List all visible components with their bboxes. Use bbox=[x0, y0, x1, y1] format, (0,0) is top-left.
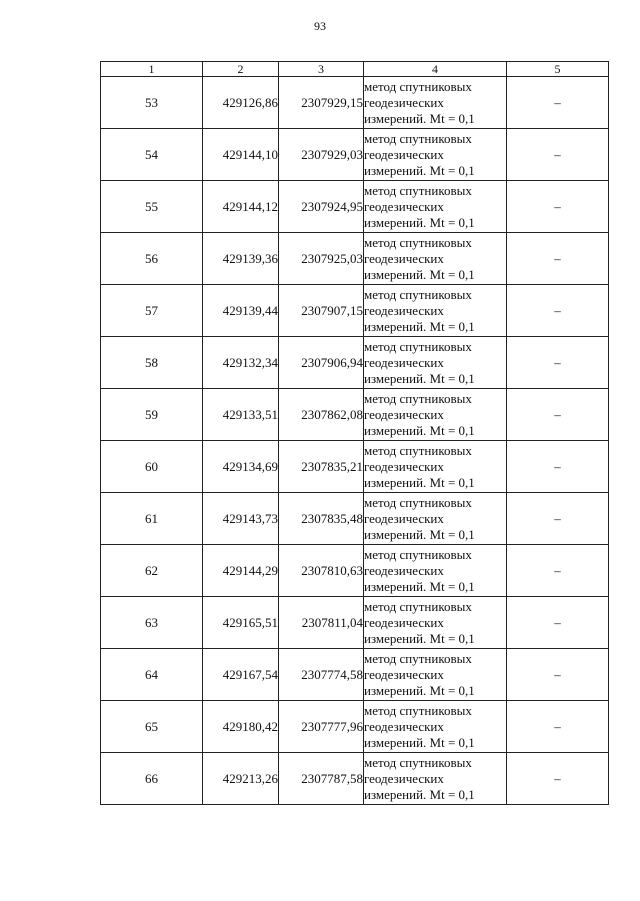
y-coordinate-cell: 2307787,58 bbox=[279, 753, 364, 805]
table-body bbox=[101, 77, 609, 805]
x-coordinate-cell: 429139,36 bbox=[203, 233, 279, 285]
table-row bbox=[101, 701, 609, 753]
column-header: 3 bbox=[279, 62, 364, 77]
method-line: геодезических bbox=[364, 666, 444, 682]
method-line: метод спутниковых bbox=[364, 390, 472, 406]
table-row bbox=[101, 285, 609, 337]
method-line: измерений. Mt = 0,1 bbox=[364, 214, 475, 230]
method-line: измерений. Mt = 0,1 bbox=[364, 630, 475, 646]
method-line: измерений. Mt = 0,1 bbox=[364, 474, 475, 490]
point-number-cell: 63 bbox=[101, 597, 203, 649]
page-number: 93 bbox=[314, 19, 326, 33]
method-line: метод спутниковых bbox=[364, 78, 472, 94]
point-number-cell: 57 bbox=[101, 285, 203, 337]
table-row bbox=[101, 389, 609, 441]
method-line: измерений. Mt = 0,1 bbox=[364, 786, 475, 802]
method-cell bbox=[364, 701, 507, 753]
table-row bbox=[101, 233, 609, 285]
x-coordinate-cell: 429132,34 bbox=[203, 337, 279, 389]
note-cell: – bbox=[507, 441, 609, 493]
note-cell: – bbox=[507, 545, 609, 597]
point-number-cell: 61 bbox=[101, 493, 203, 545]
y-coordinate-cell: 2307906,94 bbox=[279, 337, 364, 389]
y-coordinate-cell: 2307862,08 bbox=[279, 389, 364, 441]
method-cell bbox=[364, 285, 507, 337]
method-line: измерений. Mt = 0,1 bbox=[364, 162, 475, 178]
note-cell: – bbox=[507, 597, 609, 649]
method-line: геодезических bbox=[364, 94, 444, 110]
point-number-cell: 60 bbox=[101, 441, 203, 493]
note-cell: – bbox=[507, 129, 609, 181]
table-row bbox=[101, 181, 609, 233]
table-row bbox=[101, 129, 609, 181]
table-row bbox=[101, 649, 609, 701]
x-coordinate-cell: 429144,29 bbox=[203, 545, 279, 597]
point-number-cell: 59 bbox=[101, 389, 203, 441]
table-row bbox=[101, 493, 609, 545]
table-row bbox=[101, 337, 609, 389]
method-line: метод спутниковых bbox=[364, 182, 472, 198]
note-cell: – bbox=[507, 181, 609, 233]
note-cell: – bbox=[507, 285, 609, 337]
method-cell bbox=[364, 181, 507, 233]
method-line: метод спутниковых bbox=[364, 130, 472, 146]
y-coordinate-cell: 2307810,63 bbox=[279, 545, 364, 597]
y-coordinate-cell: 2307774,58 bbox=[279, 649, 364, 701]
method-line: геодезических bbox=[364, 198, 444, 214]
y-coordinate-cell: 2307929,15 bbox=[279, 77, 364, 129]
x-coordinate-cell: 429144,10 bbox=[203, 129, 279, 181]
y-coordinate-cell: 2307929,03 bbox=[279, 129, 364, 181]
note-cell: – bbox=[507, 77, 609, 129]
table-row bbox=[101, 545, 609, 597]
method-line: измерений. Mt = 0,1 bbox=[364, 734, 475, 750]
method-line: геодезических bbox=[364, 406, 444, 422]
point-number-cell: 66 bbox=[101, 753, 203, 805]
x-coordinate-cell: 429133,51 bbox=[203, 389, 279, 441]
table-row bbox=[101, 753, 609, 805]
column-header: 2 bbox=[203, 62, 279, 77]
note-cell: – bbox=[507, 233, 609, 285]
note-cell: – bbox=[507, 753, 609, 805]
method-line: геодезических bbox=[364, 614, 444, 630]
method-line: измерений. Mt = 0,1 bbox=[364, 110, 475, 126]
column-header: 5 bbox=[507, 62, 609, 77]
x-coordinate-cell: 429143,73 bbox=[203, 493, 279, 545]
x-coordinate-cell: 429144,12 bbox=[203, 181, 279, 233]
method-cell bbox=[364, 597, 507, 649]
method-line: метод спутниковых bbox=[364, 546, 472, 562]
method-cell bbox=[364, 545, 507, 597]
point-number-cell: 64 bbox=[101, 649, 203, 701]
method-line: геодезических bbox=[364, 562, 444, 578]
method-line: измерений. Mt = 0,1 bbox=[364, 526, 475, 542]
x-coordinate-cell: 429134,69 bbox=[203, 441, 279, 493]
point-number-cell: 53 bbox=[101, 77, 203, 129]
y-coordinate-cell: 2307835,48 bbox=[279, 493, 364, 545]
column-header: 4 bbox=[364, 62, 507, 77]
method-line: метод спутниковых bbox=[364, 494, 472, 510]
note-cell: – bbox=[507, 337, 609, 389]
table-header-row bbox=[101, 62, 609, 77]
x-coordinate-cell: 429213,26 bbox=[203, 753, 279, 805]
method-cell bbox=[364, 649, 507, 701]
method-line: измерений. Mt = 0,1 bbox=[364, 318, 475, 334]
y-coordinate-cell: 2307925,03 bbox=[279, 233, 364, 285]
y-coordinate-cell: 2307811,04 bbox=[279, 597, 364, 649]
method-line: измерений. Mt = 0,1 bbox=[364, 578, 475, 594]
y-coordinate-cell: 2307924,95 bbox=[279, 181, 364, 233]
note-cell: – bbox=[507, 493, 609, 545]
method-cell bbox=[364, 77, 507, 129]
method-line: геодезических bbox=[364, 770, 444, 786]
table-row bbox=[101, 597, 609, 649]
method-line: измерений. Mt = 0,1 bbox=[364, 682, 475, 698]
note-cell: – bbox=[507, 649, 609, 701]
x-coordinate-cell: 429167,54 bbox=[203, 649, 279, 701]
method-line: метод спутниковых bbox=[364, 234, 472, 250]
point-number-cell: 55 bbox=[101, 181, 203, 233]
method-line: геодезических bbox=[364, 250, 444, 266]
method-cell bbox=[364, 233, 507, 285]
note-cell: – bbox=[507, 389, 609, 441]
point-number-cell: 58 bbox=[101, 337, 203, 389]
method-line: измерений. Mt = 0,1 bbox=[364, 370, 475, 386]
x-coordinate-cell: 429126,86 bbox=[203, 77, 279, 129]
method-line: метод спутниковых bbox=[364, 650, 472, 666]
y-coordinate-cell: 2307907,15 bbox=[279, 285, 364, 337]
coordinates-table bbox=[100, 61, 609, 805]
method-cell bbox=[364, 389, 507, 441]
point-number-cell: 56 bbox=[101, 233, 203, 285]
method-line: метод спутниковых bbox=[364, 338, 472, 354]
x-coordinate-cell: 429165,51 bbox=[203, 597, 279, 649]
method-cell bbox=[364, 441, 507, 493]
x-coordinate-cell: 429139,44 bbox=[203, 285, 279, 337]
method-line: метод спутниковых bbox=[364, 598, 472, 614]
method-line: геодезических bbox=[364, 510, 444, 526]
point-number-cell: 65 bbox=[101, 701, 203, 753]
method-cell bbox=[364, 337, 507, 389]
method-line: геодезических bbox=[364, 146, 444, 162]
y-coordinate-cell: 2307835,21 bbox=[279, 441, 364, 493]
method-line: метод спутниковых bbox=[364, 442, 472, 458]
method-line: метод спутниковых bbox=[364, 286, 472, 302]
method-line: измерений. Mt = 0,1 bbox=[364, 266, 475, 282]
method-line: геодезических bbox=[364, 718, 444, 734]
method-cell bbox=[364, 129, 507, 181]
method-cell bbox=[364, 493, 507, 545]
method-line: измерений. Mt = 0,1 bbox=[364, 422, 475, 438]
method-line: геодезических bbox=[364, 458, 444, 474]
note-cell: – bbox=[507, 701, 609, 753]
table-row bbox=[101, 77, 609, 129]
method-cell bbox=[364, 753, 507, 805]
method-line: метод спутниковых bbox=[364, 754, 472, 770]
x-coordinate-cell: 429180,42 bbox=[203, 701, 279, 753]
table-row bbox=[101, 441, 609, 493]
y-coordinate-cell: 2307777,96 bbox=[279, 701, 364, 753]
point-number-cell: 62 bbox=[101, 545, 203, 597]
column-header: 1 bbox=[101, 62, 203, 77]
method-line: метод спутниковых bbox=[364, 702, 472, 718]
method-line: геодезических bbox=[364, 354, 444, 370]
method-line: геодезических bbox=[364, 302, 444, 318]
point-number-cell: 54 bbox=[101, 129, 203, 181]
